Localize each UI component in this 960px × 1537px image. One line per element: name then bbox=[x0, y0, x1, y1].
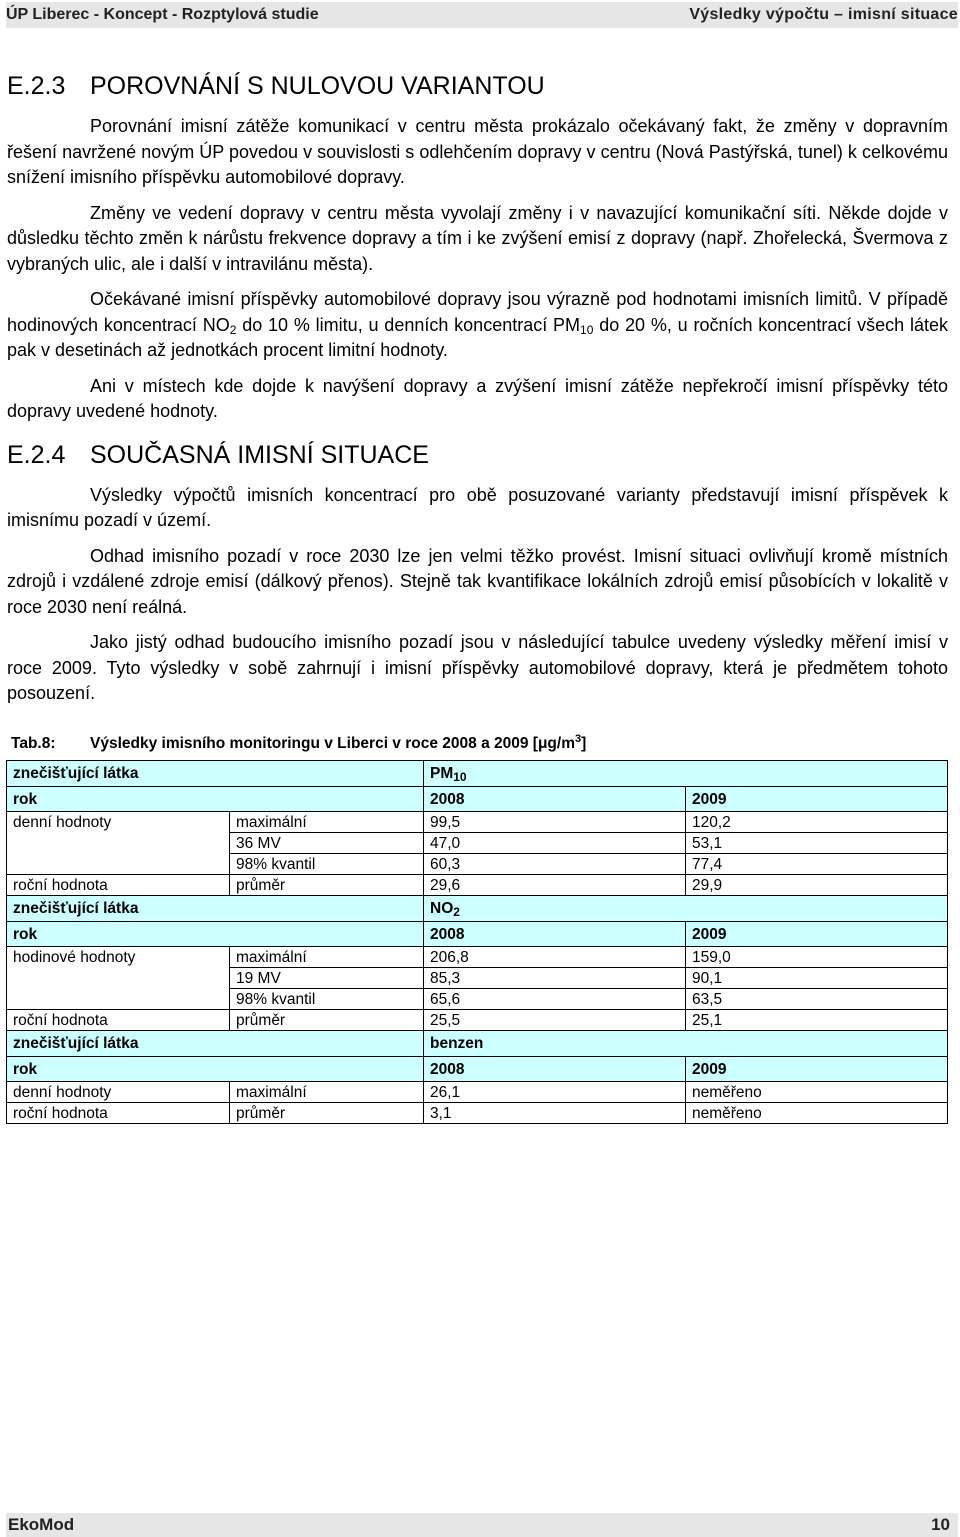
table-cell bbox=[424, 896, 948, 922]
table-cell: 206,8 bbox=[424, 947, 686, 968]
table-cell: 90,1 bbox=[686, 968, 948, 989]
table-cell: denní hodnoty bbox=[7, 812, 230, 833]
table-cell: 65,6 bbox=[424, 989, 686, 1010]
table-cell: benzen bbox=[424, 1031, 948, 1057]
table-label: Tab.8: bbox=[11, 735, 56, 752]
table-cell: znečišťující látka bbox=[7, 896, 424, 922]
table-cell: denní hodnoty bbox=[7, 1082, 230, 1103]
page-number: 10 bbox=[931, 1515, 950, 1534]
footer-company: EkoMod bbox=[8, 1515, 75, 1534]
page-footer bbox=[6, 1513, 958, 1537]
table-cell: 99,5 bbox=[424, 812, 686, 833]
paragraph: Jako jistý odhad budoucího imisního pozadí jsou v následující tabulce uvedeny výsledky měření imisí v roce 2009. Tyto výsledky v sobě zahrnují i imisní příspěvky automobilové dopravy, která je předmětem tohoto posouzení. bbox=[7, 632, 948, 703]
section-heading-e24 bbox=[7, 439, 948, 471]
table-cell: 2008 bbox=[424, 1057, 686, 1082]
text-run: NO bbox=[430, 900, 454, 917]
section-heading-e23 bbox=[7, 70, 948, 102]
table-cell: 2008 bbox=[424, 787, 686, 812]
table-cell: 2009 bbox=[686, 922, 948, 947]
table-row bbox=[7, 1103, 948, 1124]
table-cell: 98% kvantil bbox=[230, 854, 424, 875]
table-caption bbox=[11, 735, 951, 753]
table-row bbox=[7, 1082, 948, 1103]
table-cell bbox=[7, 854, 230, 875]
table-title bbox=[90, 735, 586, 753]
table-cell: 60,3 bbox=[424, 854, 686, 875]
table-row bbox=[7, 968, 948, 989]
table-cell: průměr bbox=[230, 875, 424, 896]
text-run: Výsledky imisního monitoringu v Liberci v roce 2008 a 2009 [μg/m bbox=[90, 735, 575, 752]
table-row bbox=[7, 1031, 948, 1057]
monitoring-table bbox=[6, 760, 948, 1124]
table-cell bbox=[7, 989, 230, 1010]
table-cell: 25,1 bbox=[686, 1010, 948, 1031]
text-run: PM bbox=[430, 765, 454, 782]
table-row bbox=[7, 896, 948, 922]
table-cell: 47,0 bbox=[424, 833, 686, 854]
table-cell: znečišťující látka bbox=[7, 1031, 424, 1057]
table-row bbox=[7, 787, 948, 812]
table-cell: neměřeno bbox=[686, 1103, 948, 1124]
table-cell: 63,5 bbox=[686, 989, 948, 1010]
table-cell: rok bbox=[7, 1057, 424, 1082]
table-cell: rok bbox=[7, 922, 424, 947]
table-cell bbox=[7, 833, 230, 854]
table-row bbox=[7, 989, 948, 1010]
table-cell: 29,6 bbox=[424, 875, 686, 896]
paragraph: Změny ve vedení dopravy v centru města vyvolají změny i v navazující komunikační síti. Někde dojde v důsledku těchto změn k nárůstu frekvence dopravy a tím i ke zvýšení emisí z dopravy (např. Zhořelecká, Švermova z vybraných ulic, ale i další v intravilánu města). bbox=[7, 202, 948, 274]
subscript: 2 bbox=[453, 905, 460, 919]
text-run: do 10 % limitu, u denních koncentrací PM bbox=[236, 314, 581, 335]
paragraph: Ani v místech kde dojde k navýšení dopravy a zvýšení imisní zátěže nepřekročí imisní příspěvky této dopravy uvedené hodnoty. bbox=[7, 375, 948, 421]
header-section: Výsledky výpočtu – imisní situace bbox=[689, 6, 958, 23]
table-row bbox=[7, 875, 948, 896]
table-cell bbox=[424, 761, 948, 787]
section-number: E.2.4 bbox=[7, 440, 66, 469]
table-row bbox=[7, 922, 948, 947]
table-cell: hodinové hodnoty bbox=[7, 947, 230, 968]
document-body bbox=[7, 70, 948, 707]
table-row bbox=[7, 947, 948, 968]
table-row bbox=[7, 1057, 948, 1082]
table-cell: maximální bbox=[230, 812, 424, 833]
table-cell: 2009 bbox=[686, 1057, 948, 1082]
table-cell: průměr bbox=[230, 1010, 424, 1031]
table-cell: maximální bbox=[230, 1082, 424, 1103]
text-run: ] bbox=[581, 735, 587, 752]
table-cell: 26,1 bbox=[424, 1082, 686, 1103]
table-cell: 77,4 bbox=[686, 854, 948, 875]
subscript: 10 bbox=[453, 770, 467, 784]
table-cell: rok bbox=[7, 787, 424, 812]
table-cell: roční hodnota bbox=[7, 875, 230, 896]
table-cell: 159,0 bbox=[686, 947, 948, 968]
subscript: 10 bbox=[580, 322, 594, 337]
table-row bbox=[7, 761, 948, 787]
table-cell: 98% kvantil bbox=[230, 989, 424, 1010]
paragraph: Porovnání imisní zátěže komunikací v centru města prokázalo očekávaný fakt, že změny v dopravním řešení navržené novým ÚP povedou v souvislosti s odlehčením dopravy v centru (Nová Pastýřská, tunel) k celkovému snížení imisního příspěvku automobilové dopravy. bbox=[7, 116, 948, 187]
paragraph: Výsledky výpočtů imisních koncentrací pro obě posuzované varianty představují imisní příspěvek k imisnímu pozadí v území. bbox=[7, 484, 948, 530]
table-cell: 25,5 bbox=[424, 1010, 686, 1031]
superscript: 3 bbox=[575, 733, 582, 745]
table-row bbox=[7, 1010, 948, 1031]
table-cell: 53,1 bbox=[686, 833, 948, 854]
table-cell: neměřeno bbox=[686, 1082, 948, 1103]
table-cell: 36 MV bbox=[230, 833, 424, 854]
table-row bbox=[7, 833, 948, 854]
table-cell: maximální bbox=[230, 947, 424, 968]
table-cell: 2009 bbox=[686, 787, 948, 812]
table-cell: roční hodnota bbox=[7, 1103, 230, 1124]
table-row bbox=[7, 812, 948, 833]
table-cell: 2008 bbox=[424, 922, 686, 947]
table-cell bbox=[7, 968, 230, 989]
text-run: Očekávané imisní příspěvky automobilové dopravy jsou výrazně pod hodnotami imisních limitů. V případě hodinových koncentrací NO bbox=[7, 289, 948, 335]
header-title: ÚP Liberec - Koncept - Rozptylová studie bbox=[6, 6, 319, 23]
paragraph bbox=[7, 287, 948, 364]
table-cell: 3,1 bbox=[424, 1103, 686, 1124]
section-number: E.2.3 bbox=[7, 72, 66, 100]
table-cell: znečišťující látka bbox=[7, 761, 424, 787]
table-cell: roční hodnota bbox=[7, 1010, 230, 1031]
table-row bbox=[7, 854, 948, 875]
table-cell: 19 MV bbox=[230, 968, 424, 989]
table-cell: 120,2 bbox=[686, 812, 948, 833]
text-run: do 20 %, u ročních koncentrací všech látek pak v desetinách až jednotkách procent limitní hodnoty. bbox=[7, 314, 949, 360]
paragraph: Odhad imisního pozadí v roce 2030 lze jen velmi těžko provést. Imisní situaci ovlivňují kromě místních zdrojů i vzdálené zdroje emisí (dálkový přenos). Stejně tak kvantifikace lokálních zdrojů emisí působících v lokalitě v roce 2030 není reálná. bbox=[7, 545, 948, 617]
table-cell: 29,9 bbox=[686, 875, 948, 896]
table-cell: průměr bbox=[230, 1103, 424, 1124]
section-title: SOUČASNÁ IMISNÍ SITUACE bbox=[90, 440, 429, 469]
page-header bbox=[6, 2, 958, 28]
section-title: POROVNÁNÍ S NULOVOU VARIANTOU bbox=[90, 72, 545, 100]
table-cell: 85,3 bbox=[424, 968, 686, 989]
subscript: 2 bbox=[229, 322, 237, 337]
